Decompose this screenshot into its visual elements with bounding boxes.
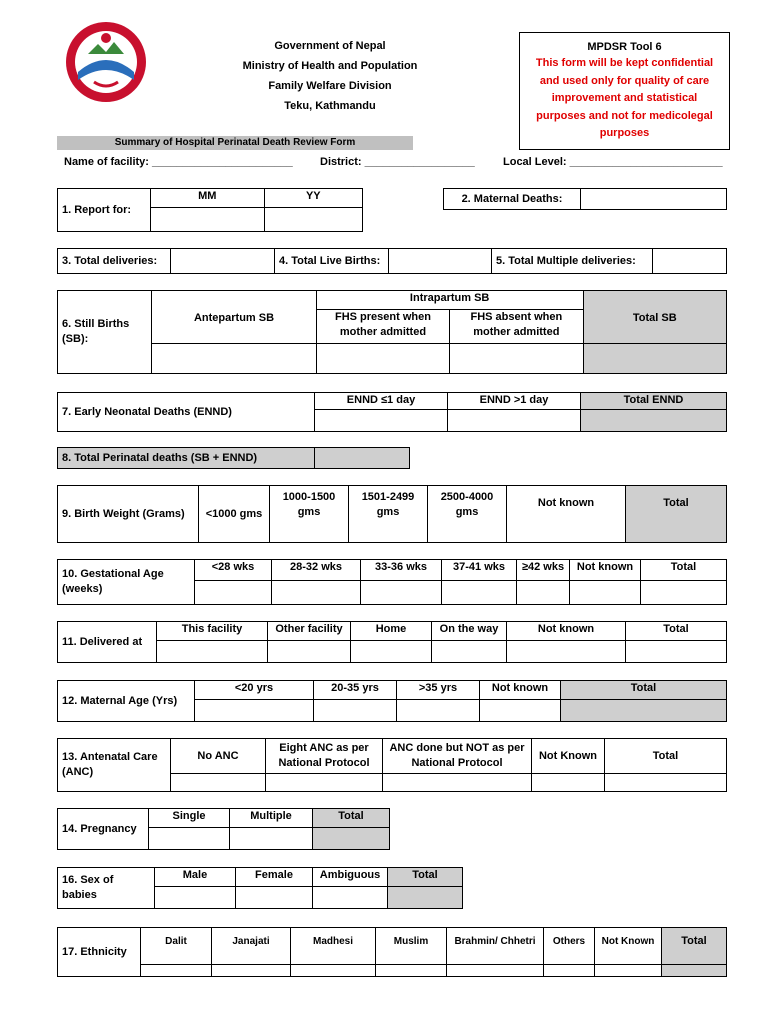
antenatal-care-table — [57, 738, 727, 792]
total-sb-header: Total SB — [583, 291, 726, 344]
single-header: Single — [149, 809, 230, 828]
ma-lt20-header: <20 yrs — [195, 681, 314, 700]
home-input[interactable] — [351, 641, 432, 663]
total-live-births-input[interactable] — [389, 249, 492, 274]
ethnicity-table — [57, 927, 727, 977]
eth-total-header: Total — [662, 928, 727, 965]
ma-not-known-header: Not known — [480, 681, 561, 700]
month-input[interactable] — [151, 208, 265, 232]
eth-not-known-header: Not Known — [595, 928, 662, 965]
enn-gt1-input[interactable] — [448, 410, 581, 432]
maternal-deaths-label: 2. Maternal Deaths: — [444, 189, 581, 210]
brahmin-chhetri-header: Brahmin/ Chhetri — [447, 928, 544, 965]
perinatal-deaths-table — [57, 447, 410, 469]
male-header: Male — [155, 868, 236, 887]
still-births-table — [57, 290, 727, 374]
eth-not-known-input[interactable] — [595, 965, 662, 977]
maternal-deaths-input[interactable] — [581, 189, 727, 210]
enn-gt1-header: ENND >1 day — [448, 393, 581, 410]
female-input[interactable] — [236, 887, 313, 909]
muslim-input[interactable] — [376, 965, 447, 977]
ga-ge42-input[interactable] — [517, 581, 570, 605]
multiple-deliveries-label: 5. Total Multiple deliveries: — [492, 249, 653, 274]
division-name: Family Welfare Division — [268, 80, 392, 92]
ga-not-known-input[interactable] — [570, 581, 641, 605]
on-the-way-header: On the way — [432, 622, 507, 641]
others-input[interactable] — [544, 965, 595, 977]
ma-20-35-input[interactable] — [314, 700, 397, 722]
dalit-input[interactable] — [141, 965, 212, 977]
ma-20-35-header: 20-35 yrs — [314, 681, 397, 700]
nepal-emblem-logo — [64, 20, 148, 104]
ministry-name: Ministry of Health and Population — [242, 60, 418, 72]
ga-ge42-header: ≥42 wks — [517, 560, 570, 581]
anc-not-known-header: Not Known — [532, 739, 605, 774]
tool-title: MPDSR Tool 6 — [587, 41, 662, 53]
total-sb-input[interactable] — [583, 344, 726, 374]
others-header: Others — [544, 928, 595, 965]
ga-33-36-input[interactable] — [361, 581, 442, 605]
gestational-age-label: 10. Gestational Age (weeks) — [58, 560, 195, 605]
local-level-field[interactable]: Local Level: _________________________ — [503, 156, 723, 168]
brahmin-chhetri-input[interactable] — [447, 965, 544, 977]
maternal-deaths-table — [443, 188, 727, 210]
this-facility-input[interactable] — [157, 641, 268, 663]
district-field[interactable]: District: __________________ — [320, 156, 475, 168]
madhesi-header: Madhesi — [291, 928, 376, 965]
perinatal-deaths-label: 8. Total Perinatal deaths (SB + ENND) — [58, 448, 315, 469]
anc-not-per-protocol-header: ANC done but NOT as per National Protocol — [383, 739, 532, 774]
year-input[interactable] — [264, 208, 362, 232]
multiple-header: Multiple — [230, 809, 313, 828]
month-header: MM — [151, 189, 265, 208]
delivered-at-label: 11. Delivered at — [58, 622, 157, 663]
government-name: Government of Nepal — [274, 40, 386, 52]
bw-1000-1500-header: 1000-1500 gms — [270, 486, 349, 543]
janajati-input[interactable] — [212, 965, 291, 977]
anc-total-header: Total — [605, 739, 727, 774]
home-header: Home — [351, 622, 432, 641]
confidential-line: This form will be kept confidential — [535, 57, 714, 69]
bw-total-header: Total — [626, 486, 727, 543]
ethnicity-label: 17. Ethnicity — [58, 928, 141, 977]
still-births-label: 6. Still Births (SB): — [58, 291, 152, 374]
ambiguous-input[interactable] — [313, 887, 388, 909]
other-facility-header: Other facility — [268, 622, 351, 641]
ga-lt28-input[interactable] — [195, 581, 272, 605]
year-header: YY — [264, 189, 362, 208]
sex-total-header: Total — [388, 868, 463, 887]
ma-total-input[interactable] — [561, 700, 727, 722]
maternal-age-label: 12. Maternal Age (Yrs) — [58, 681, 195, 722]
da-not-known-input[interactable] — [507, 641, 626, 663]
anc-total-input[interactable] — [605, 774, 727, 792]
fhs-present-header: FHS present when mother admitted — [316, 310, 449, 344]
da-total-input[interactable] — [626, 641, 727, 663]
ga-lt28-header: <28 wks — [195, 560, 272, 581]
ma-lt20-input[interactable] — [195, 700, 314, 722]
pregnancy-table — [57, 808, 390, 850]
ga-37-41-input[interactable] — [442, 581, 517, 605]
this-facility-header: This facility — [157, 622, 268, 641]
facility-name-field[interactable]: Name of facility: _______________________ — [64, 156, 293, 168]
delivered-at-table — [57, 621, 727, 663]
sex-of-babies-label: 16. Sex of babies — [58, 868, 155, 909]
office-location: Teku, Kathmandu — [284, 100, 376, 112]
total-enn-input[interactable] — [581, 410, 727, 432]
pregnancy-total-input[interactable] — [313, 828, 390, 850]
ga-total-header: Total — [641, 560, 727, 581]
ga-not-known-header: Not known — [570, 560, 641, 581]
anc-not-per-protocol-input[interactable] — [383, 774, 532, 792]
single-input[interactable] — [149, 828, 230, 850]
confidentiality-box — [519, 32, 730, 150]
no-anc-header: No ANC — [171, 739, 266, 774]
ambiguous-header: Ambiguous — [313, 868, 388, 887]
eth-total-input[interactable] — [662, 965, 727, 977]
ga-37-41-header: 37-41 wks — [442, 560, 517, 581]
intrapartum-header: Intrapartum SB — [316, 291, 583, 310]
female-header: Female — [236, 868, 313, 887]
form-title: Summary of Hospital Perinatal Death Review Form — [57, 136, 413, 150]
ga-28-32-header: 28-32 wks — [272, 560, 361, 581]
ma-not-known-input[interactable] — [480, 700, 561, 722]
total-enn-header: Total ENND — [581, 393, 727, 410]
ga-total-input[interactable] — [641, 581, 727, 605]
sex-of-babies-table — [57, 867, 463, 909]
madhesi-input[interactable] — [291, 965, 376, 977]
total-deliveries-input[interactable] — [171, 249, 275, 274]
confidential-line: and used only for quality of care — [539, 74, 710, 87]
pregnancy-total-header: Total — [313, 809, 390, 828]
bw-1501-2499-header: 1501-2499 gms — [349, 486, 428, 543]
perinatal-deaths-input[interactable] — [315, 448, 410, 469]
fhs-absent-header: FHS absent when mother admitted — [450, 310, 583, 344]
antepartum-header: Antepartum SB — [152, 291, 316, 344]
enn-le1-header: ENND ≤1 day — [315, 393, 448, 410]
confidential-line: improvement and statistical — [551, 92, 698, 104]
confidential-line: purposes and not for medicolegal — [536, 109, 713, 122]
ga-33-36-header: 33-36 wks — [361, 560, 442, 581]
dalit-header: Dalit — [141, 928, 212, 965]
on-the-way-input[interactable] — [432, 641, 507, 663]
antenatal-care-label: 13. Antenatal Care (ANC) — [58, 739, 171, 792]
ma-total-header: Total — [561, 681, 727, 700]
enn-deaths-table — [57, 392, 727, 432]
pregnancy-label: 14. Pregnancy — [58, 809, 149, 850]
eight-anc-header: Eight ANC as per National Protocol — [266, 739, 383, 774]
birth-weight-table — [57, 485, 727, 543]
report-for-label: 1. Report for: — [58, 189, 151, 232]
ga-28-32-input[interactable] — [272, 581, 361, 605]
muslim-header: Muslim — [376, 928, 447, 965]
antepartum-input[interactable] — [152, 344, 316, 374]
confidential-line: purposes — [599, 127, 650, 139]
gestational-age-table — [57, 559, 727, 605]
sex-total-input[interactable] — [388, 887, 463, 909]
bw-2500-4000-header: 2500-4000 gms — [428, 486, 507, 543]
bw-not-known-header: Not known — [507, 486, 626, 543]
janajati-header: Janajati — [212, 928, 291, 965]
bw-lt1000-header: <1000 gms — [199, 486, 270, 543]
total-deliveries-label: 3. Total deliveries: — [58, 249, 171, 274]
ma-gt35-input[interactable] — [397, 700, 480, 722]
anc-not-known-input[interactable] — [532, 774, 605, 792]
da-total-header: Total — [626, 622, 727, 641]
deliveries-table — [57, 248, 727, 274]
multiple-deliveries-input[interactable] — [653, 249, 727, 274]
other-facility-input[interactable] — [268, 641, 351, 663]
enn-le1-input[interactable] — [315, 410, 448, 432]
birth-weight-label: 9. Birth Weight (Grams) — [58, 486, 199, 543]
report-for-table — [57, 188, 363, 232]
multiple-input[interactable] — [230, 828, 313, 850]
maternal-age-table — [57, 680, 727, 722]
eight-anc-input[interactable] — [266, 774, 383, 792]
no-anc-input[interactable] — [171, 774, 266, 792]
da-not-known-header: Not known — [507, 622, 626, 641]
fhs-present-input[interactable] — [316, 344, 449, 374]
total-live-births-label: 4. Total Live Births: — [275, 249, 389, 274]
enn-deaths-label: 7. Early Neonatal Deaths (ENND) — [58, 393, 315, 432]
ma-gt35-header: >35 yrs — [397, 681, 480, 700]
male-input[interactable] — [155, 887, 236, 909]
fhs-absent-input[interactable] — [450, 344, 583, 374]
